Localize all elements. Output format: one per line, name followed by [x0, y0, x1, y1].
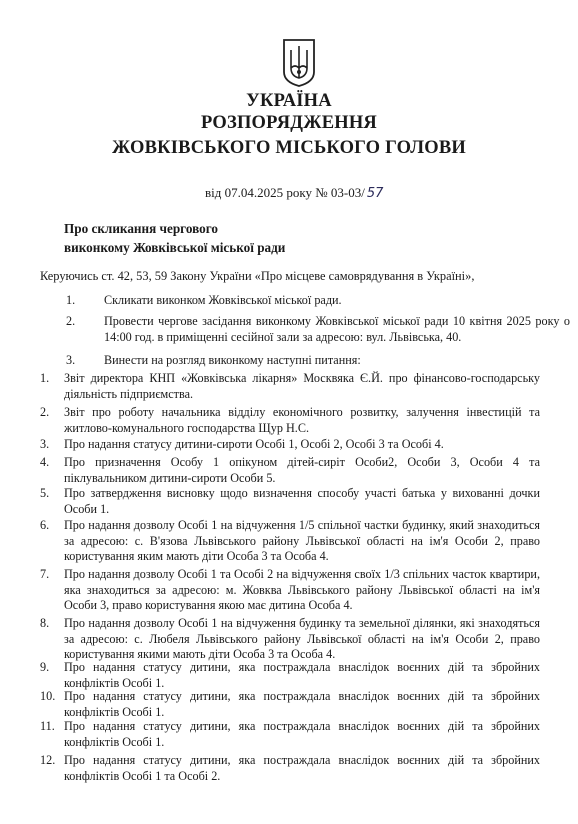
agenda-text: Звіт про роботу начальника відділу економічного розвитку, залучення інвестицій та житлово-комунального господарства Щур Н.С. — [64, 405, 540, 435]
subject-title — [64, 219, 285, 257]
country-heading: УКРАЇНА — [246, 91, 332, 111]
agenda-number: 12. — [40, 753, 56, 767]
agenda-text: Про надання дозволу Особі 1 на відчуження 1/5 спільної частки будинку, який знаходиться за адресою: с. В'язова Львівського району Львівської області на ім'я Особи 2, право користування яким мають діти Особа 3 та Особа 4. — [64, 518, 540, 563]
agenda-number: 1. — [40, 371, 50, 385]
agenda-number: 10. — [40, 689, 56, 703]
agenda-text: Про надання статусу дитини, яка постраждала внаслідок воєнних дій та збройних конфліктів Особі 1 та Особі 2. — [64, 753, 540, 783]
operative-number: 1. — [66, 293, 76, 307]
agenda-text: Про надання статусу дитини, яка постраждала внаслідок воєнних дій та збройних конфліктів Особі 1. — [64, 689, 540, 719]
agenda-text: Про затвердження висновку щодо визначення способу участі батька у вихованні дочки Особи 1. — [64, 486, 540, 516]
operative-text: Винести на розгляд виконкому наступні питання: — [104, 353, 361, 367]
handwritten-number: 57 — [366, 186, 384, 201]
agenda-text: Звіт директора КНП «Жовківська лікарня» Москвяка Є.Й. про фінансово-господарську діяльність підприємства. — [64, 371, 540, 401]
agenda-text: Про призначення Особу 1 опікуном дітей-сиріт Особи2, Особи 3, Особи 4 та піклувальником дитини-сироти Особи 5. — [64, 455, 540, 485]
agenda-text: Про надання дозволу Особі 1 та Особі 2 на відчуження своїх 1/3 спільних часток квартири, яка знаходиться за адресою: м. Жовква Львівського району Львівської області на ім'я Особи 3, право користування якою має дитина Особа 4. — [64, 567, 540, 612]
preamble: Керуючись ст. 42, 53, 59 Закону України «Про місцеве самоврядування в Україні», — [40, 269, 475, 283]
agenda-number: 8. — [40, 616, 50, 630]
agenda-text: Про надання статусу дитини, яка постраждала внаслідок воєнних дій та збройних конфліктів Особі 1. — [64, 719, 540, 749]
agenda-number: 9. — [40, 660, 50, 674]
subject-line-2: виконкому Жовківської міської ради — [64, 240, 286, 255]
authority-heading: ЖОВКІВСЬКОГО МІСЬКОГО ГОЛОВИ — [112, 138, 466, 158]
agenda-number: 4. — [40, 455, 50, 469]
date-line — [205, 185, 383, 201]
agenda-text: Про надання статусу дитини, яка постраждала внаслідок воєнних дій та збройних конфліктів Особі 1. — [64, 660, 540, 690]
subject-line-1: Про скликання чергового — [64, 221, 218, 236]
agenda-number: 6. — [40, 518, 50, 532]
coat-of-arms-icon — [282, 38, 316, 88]
agenda-number: 3. — [40, 437, 50, 451]
agenda-text: Про надання статусу дитини-сироти Особі 1, Особі 2, Особі 3 та Особі 4. — [64, 437, 444, 451]
operative-text: Скликати виконком Жовківської міської ради. — [104, 293, 342, 307]
operative-text: Провести чергове засідання виконкому Жовківської міської ради 10 квітня 2025 року о 14:00 год. в приміщенні сесійної зали за адресою: вул. Львівська, 40. — [104, 314, 570, 344]
agenda-number: 5. — [40, 486, 50, 500]
agenda-number: 7. — [40, 567, 50, 581]
agenda-text: Про надання дозволу Особі 1 на відчуження будинку та земельної ділянки, які знаходяться за адресою: с. Любеля Львівського району Львівської області на ім'я Особи 2, право користування якими мають діти Особа 3 та Особа 4. — [64, 616, 540, 661]
agenda-number: 2. — [40, 405, 50, 419]
agenda-number: 11. — [40, 719, 55, 733]
operative-number: 2. — [66, 314, 76, 328]
date-and-number: від 07.04.2025 року № 03-03/ — [205, 185, 365, 200]
operative-number: 3. — [66, 353, 76, 367]
document-type-heading: РОЗПОРЯДЖЕННЯ — [201, 113, 377, 133]
